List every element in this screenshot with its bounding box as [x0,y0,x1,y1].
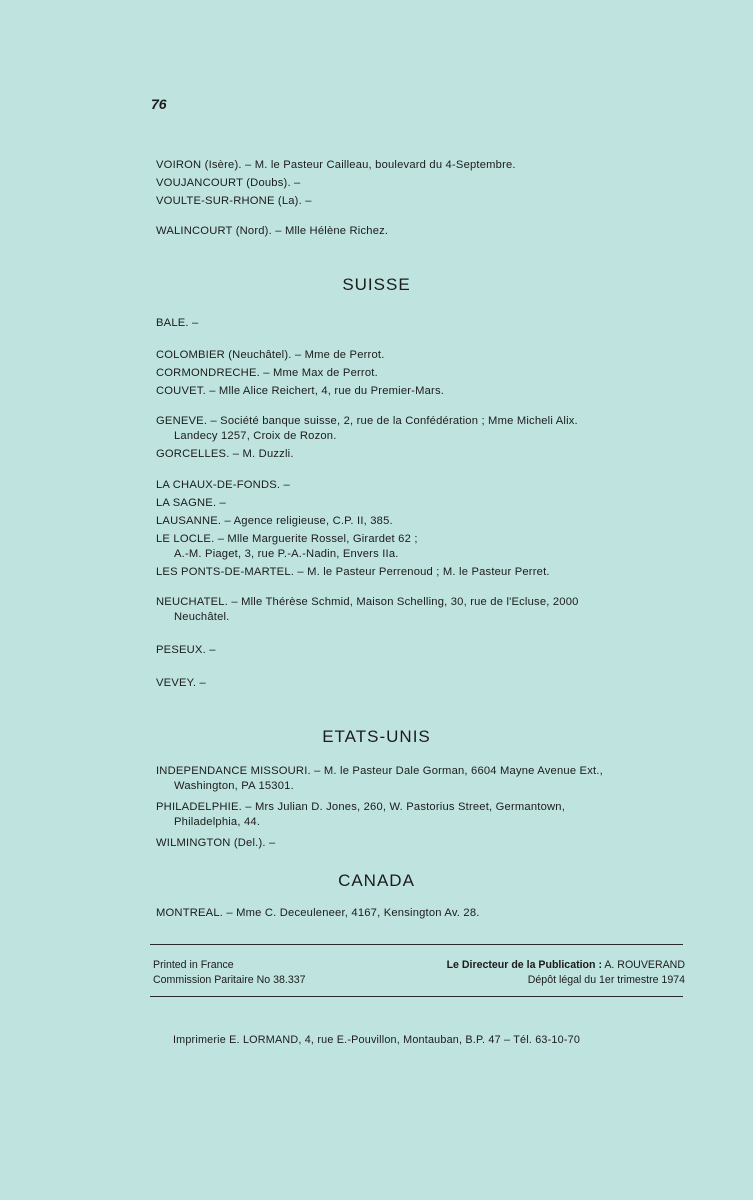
entry-voulte: VOULTE-SUR-RHONE (La). – [156,195,312,207]
entry-independance [156,764,686,794]
entry-philadelphie-cont: Philadelphia, 44. [174,816,261,828]
footer-directeur [447,958,685,972]
entry-gorcelles: GORCELLES. – M. Duzzli. [156,448,294,460]
france-tail [156,158,686,239]
entry-walincourt: WALINCOURT (Nord). – Mlle Hélène Richez. [156,225,389,237]
entry-wilmington: WILMINGTON (Del.). – [156,837,276,849]
suisse-list [156,316,686,691]
footer-depot: Dépôt légal du 1er trimestre 1974 [527,974,685,986]
entry-voujancourt: VOUJANCOURT (Doubs). – [156,177,301,189]
entry-voiron: VOIRON (Isère). – M. le Pasteur Cailleau, boulevard du 4-Septembre. [156,159,516,171]
entry-peseux: PESEUX. – [156,644,216,656]
footer-imprint: Imprimerie E. LORMAND, 4, rue E.-Pouvillon, Montauban, B.P. 47 – Tél. 63-10-70 [172,1034,581,1046]
page-number: 76 [151,96,167,112]
entry-le-locle-main: LE LOCLE. – Mlle Marguerite Rossel, Girardet 62 ; [156,533,418,545]
entry-lausanne: LAUSANNE. – Agence religieuse, C.P. II, 385. [156,515,393,527]
entry-colombier: COLOMBIER (Neuchâtel). – Mme de Perrot. [156,349,385,361]
entry-montreal: MONTREAL. – Mme C. Deceuleneer, 4167, Kensington Av. 28. [156,907,480,919]
entry-independance-cont: Washington, PA 15301. [174,780,294,792]
canada-list [156,906,686,921]
entry-neuchatel-main: NEUCHATEL. – Mlle Thérèse Schmid, Maison Schelling, 30, rue de l'Ecluse, 2000 [156,596,579,608]
footer-commission: Commission Paritaire No 38.337 [153,974,306,986]
entry-philadelphie [156,800,686,830]
entry-vevey: VEVEY. – [156,677,206,689]
entry-independance-main: INDEPENDANCE MISSOURI. – M. le Pasteur Dale Gorman, 6604 Mayne Avenue Ext., [156,765,603,777]
footer-divider-2 [150,996,683,997]
heading-etats-unis: ETATS-UNIS [322,727,431,746]
heading-suisse: SUISSE [342,275,411,294]
footer-directeur-label: Le Directeur de la Publication : [446,959,602,971]
entry-couvet: COUVET. – Mlle Alice Reichert, 4, rue du Premier-Mars. [156,385,445,397]
entry-le-locle-cont: A.-M. Piaget, 3, rue P.-A.-Nadin, Envers IIa. [174,548,399,560]
footer-divider [150,944,683,945]
etats-unis-list [156,764,686,851]
entry-chaux-de-fonds: LA CHAUX-DE-FONDS. – [156,479,290,491]
entry-ponts-de-martel: LES PONTS-DE-MARTEL. – M. le Pasteur Perrenoud ; M. le Pasteur Perret. [156,566,550,578]
entry-cormondreche: CORMONDRECHE. – Mme Max de Perrot. [156,367,378,379]
heading-canada: CANADA [338,871,415,890]
entry-le-locle [156,532,686,562]
entry-geneve-main: GENEVE. – Société banque suisse, 2, rue de la Confédération ; Mme Micheli Alix. [156,415,578,427]
entry-bale: BALE. – [156,317,199,329]
footer-directeur-name: A. ROUVERAND [604,959,685,971]
entry-geneve-cont: Landecy 1257, Croix de Rozon. [174,430,337,442]
entry-neuchatel [156,595,686,625]
entry-neuchatel-cont: Neuchâtel. [174,611,230,623]
entry-sagne: LA SAGNE. – [156,497,226,509]
footer-printed: Printed in France [153,959,234,971]
entry-geneve [156,414,686,444]
entry-philadelphie-main: PHILADELPHIE. – Mrs Julian D. Jones, 260, W. Pastorius Street, Germantown, [156,801,566,813]
